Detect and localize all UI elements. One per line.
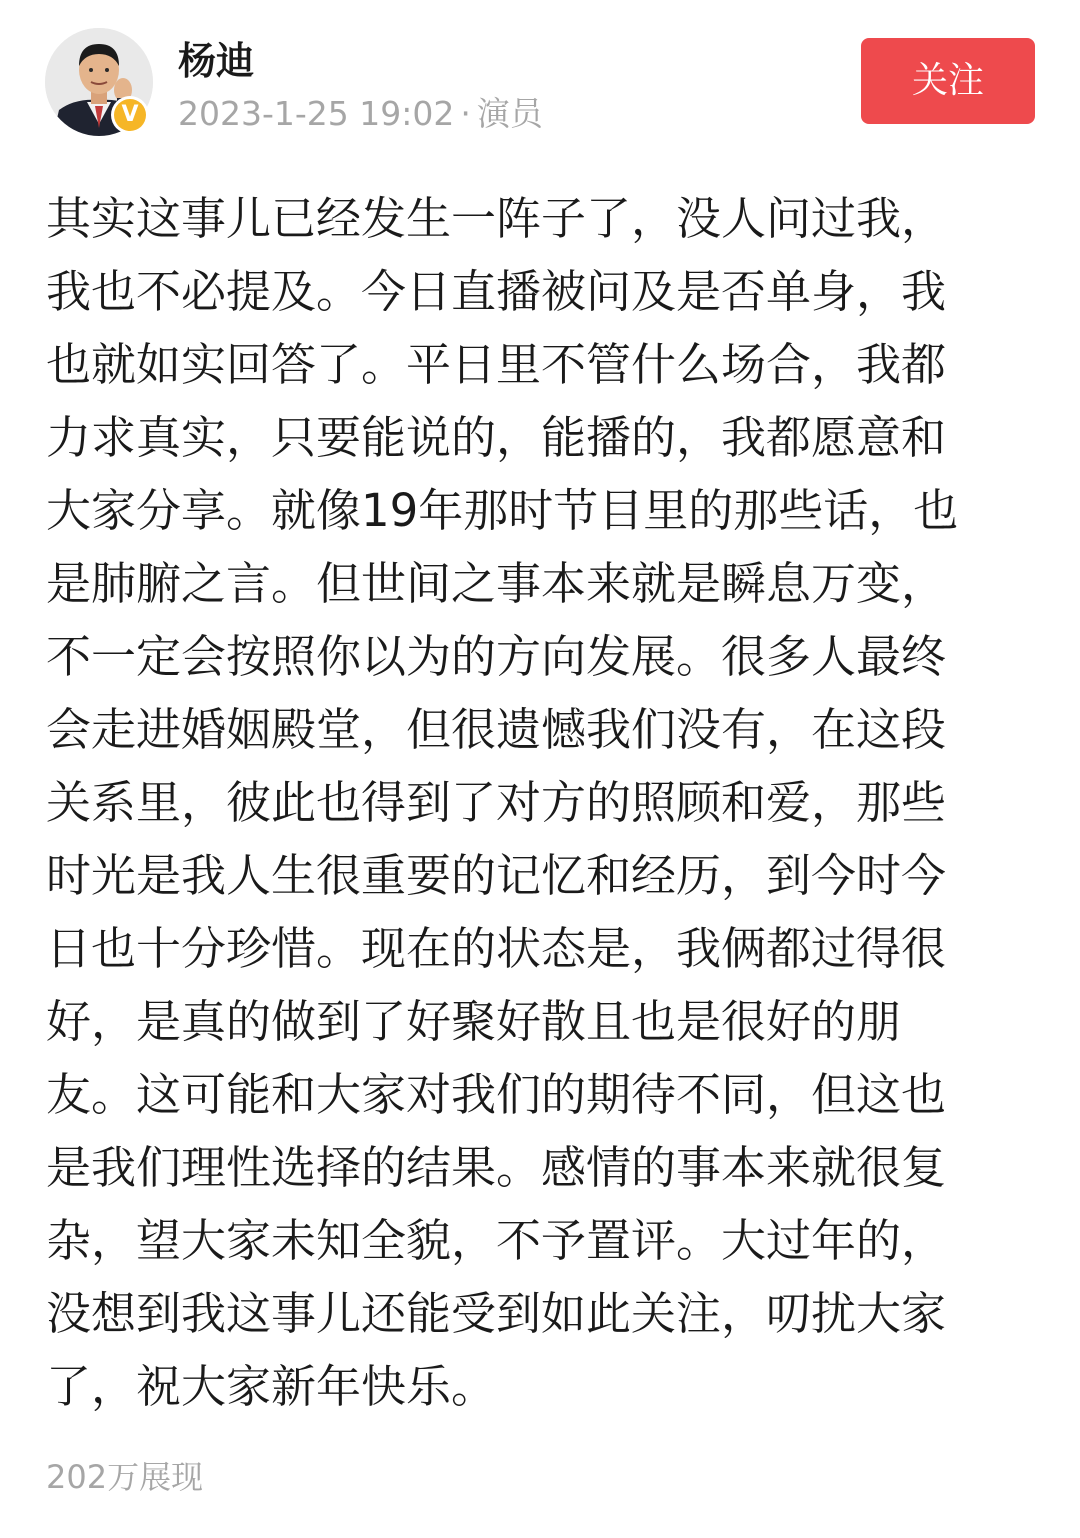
post-text-line: 不一定会按照你以为的方向发展。很多人最终 (46, 630, 947, 683)
post-text-line: 我也不必提及。今日直播被问及是否单身，我 (46, 265, 947, 318)
post-text-line: 友。这可能和大家对我们的期待不同，但这也 (46, 1068, 947, 1121)
verified-mark: V (114, 99, 146, 131)
post-text-line: 关系里，彼此也得到了对方的照顾和爱，那些 (46, 776, 947, 829)
post-text-line: 大家分享。就像19年那时节目里的那些话，也 (46, 484, 959, 537)
post-text-line: 日也十分珍惜。现在的状态是，我俩都过得很 (46, 922, 947, 975)
meta-separator: · (460, 94, 471, 133)
post-text-line: 杂，望大家未知全貌，不予置评。大过年的， (46, 1214, 947, 1267)
post-text-line: 会走进婚姻殿堂，但很遗憾我们没有，在这段 (46, 703, 947, 756)
follow-button[interactable]: 关注 (861, 38, 1035, 124)
impressions-count: 202万展现 (46, 1458, 204, 1496)
author-role: 演员 (476, 94, 543, 133)
post-header (0, 0, 1080, 160)
post-datetime: 2023-1-25 19:02 (178, 94, 455, 133)
post-text-line: 了，祝大家新年快乐。 (46, 1360, 497, 1413)
post-text-line: 好，是真的做到了好聚好散且也是很好的朋 (46, 995, 902, 1048)
post-text-line: 也就如实回答了。平日里不管什么场合，我都 (46, 338, 947, 391)
post-text-line: 其实这事儿已经发生一阵子了，没人问过我， (46, 192, 947, 245)
post-text-line: 时光是我人生很重要的记忆和经历，到今时今 (46, 849, 947, 902)
post-text-line: 没想到我这事儿还能受到如此关注，叨扰大家 (46, 1287, 947, 1340)
post-body (46, 182, 1016, 1423)
post-text-line: 力求真实，只要能说的，能播的，我都愿意和 (46, 411, 947, 464)
author-name[interactable]: 杨迪 (178, 39, 255, 83)
verified-badge-icon (111, 96, 149, 134)
post-text-line: 是我们理性选择的结果。感情的事本来就很复 (46, 1141, 947, 1194)
post-text-line: 是肺腑之言。但世间之事本来就是瞬息万变， (46, 557, 947, 610)
post-meta (178, 92, 543, 136)
